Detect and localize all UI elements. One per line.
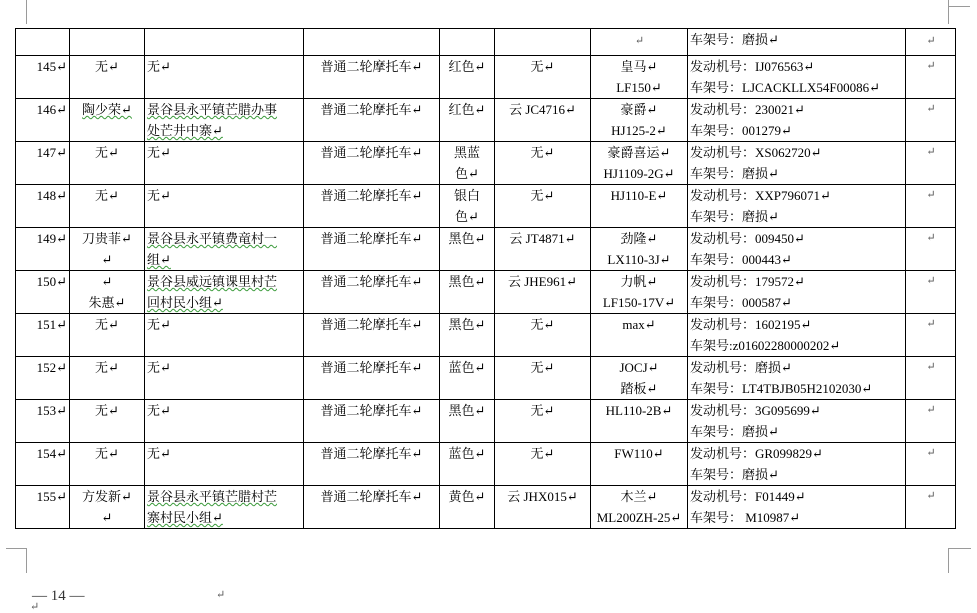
- cell-type: [304, 443, 440, 486]
- cell-plate: [495, 357, 591, 400]
- cell-type: [304, 56, 440, 99]
- cell-address: [145, 142, 304, 185]
- cell-color-line: 色↵: [455, 166, 479, 181]
- cell-type-line: 普通二轮摩托车↵: [320, 489, 423, 504]
- cell-color: [440, 443, 495, 486]
- cell-model-line: 豪爵↵: [620, 102, 658, 117]
- cell-ids-line: 车架号：磨损↵: [690, 424, 779, 439]
- cell-end: [906, 56, 956, 99]
- cell-type: [304, 29, 440, 56]
- cell-ids-line: 发动机号：179572↵: [690, 274, 805, 289]
- cell-type-line: 普通二轮摩托车↵: [320, 231, 423, 246]
- cell-address: [145, 357, 304, 400]
- cell-ids-line: 车架号：磨损↵: [690, 209, 779, 224]
- cell-model-line: HJ110-E↵: [610, 188, 668, 203]
- table-row: [16, 400, 956, 443]
- cell-color-line: 黑蓝: [453, 145, 480, 160]
- cell-type-line: 普通二轮摩托车↵: [320, 274, 423, 289]
- cell-model-line: JOCJ↵: [619, 360, 659, 375]
- cell-owner-line: 陶少荣↵: [82, 102, 132, 117]
- cell-address-line: 无↵: [147, 446, 171, 461]
- cell-no: [16, 56, 70, 99]
- cell-end-line: ↵: [926, 490, 936, 502]
- cell-model: [591, 357, 688, 400]
- cell-model-line: 豪爵喜运↵: [607, 145, 671, 160]
- cell-color: [440, 357, 495, 400]
- cell-model: [591, 486, 688, 529]
- cell-owner-line: 朱惠↵: [88, 295, 126, 310]
- cell-model: [591, 271, 688, 314]
- cell-address: [145, 56, 304, 99]
- cell-ids: [688, 400, 906, 443]
- cell-owner: [70, 142, 145, 185]
- table-row: [16, 271, 956, 314]
- cell-address: [145, 271, 304, 314]
- cell-plate-line: 无↵: [530, 317, 555, 332]
- cell-ids-line: 发动机号：F01449↵: [690, 489, 806, 504]
- cell-address-line: 景谷县永平镇芒腊办事: [147, 102, 278, 117]
- cell-plate-line: 无↵: [530, 446, 555, 461]
- cell-owner-line: 无↵: [95, 59, 119, 74]
- cell-owner-line: 无↵: [95, 446, 119, 461]
- cell-owner-line: 无↵: [95, 403, 119, 418]
- cell-address-line: 无↵: [147, 145, 171, 160]
- cell-model-line: 劲隆↵: [620, 231, 658, 246]
- cell-color: [440, 228, 495, 271]
- cell-color-line: 黑色↵: [448, 231, 486, 246]
- table-row: [16, 99, 956, 142]
- cell-ids-line: 车架号：000587↵: [690, 295, 792, 310]
- cell-color-line: 红色↵: [448, 59, 486, 74]
- cell-plate: [495, 314, 591, 357]
- cell-type-line: 普通二轮摩托车↵: [320, 403, 423, 418]
- cell-end-line: ↵: [926, 103, 936, 115]
- cell-address: [145, 185, 304, 228]
- cell-address: [145, 99, 304, 142]
- cell-color: [440, 142, 495, 185]
- cell-ids: [688, 443, 906, 486]
- cell-plate: [495, 142, 591, 185]
- cell-no-line: 147↵: [36, 145, 67, 160]
- cell-no-line: 153↵: [36, 403, 67, 418]
- cell-address-line: 无↵: [147, 360, 171, 375]
- cell-owner-line: 无↵: [95, 317, 119, 332]
- cell-color: [440, 400, 495, 443]
- cell-ids-line: 发动机号：1602195↵: [690, 317, 812, 332]
- cell-ids-line: 发动机号：XS062720↵: [690, 145, 822, 160]
- cell-owner-line: 刀贵菲↵: [82, 231, 132, 246]
- cell-color: [440, 99, 495, 142]
- cell-no-line: 155↵: [36, 489, 67, 504]
- cell-owner: [70, 443, 145, 486]
- table-row: [16, 228, 956, 271]
- cell-ids-line: 车架号：磨损↵: [690, 467, 779, 482]
- cell-model-line: 皇马↵: [620, 59, 658, 74]
- cell-model: [591, 228, 688, 271]
- cell-color-line: 黑色↵: [448, 274, 486, 289]
- cell-ids: [688, 314, 906, 357]
- cell-owner: [70, 99, 145, 142]
- cell-no: [16, 314, 70, 357]
- cell-plate: [495, 56, 591, 99]
- cell-ids: [688, 228, 906, 271]
- cell-model-line: LX110-3J↵: [607, 252, 671, 267]
- cell-color-line: 蓝色↵: [448, 446, 486, 461]
- cell-color-line: 黑色↵: [448, 403, 486, 418]
- cell-color-line: 银白: [453, 188, 480, 203]
- cell-type-line: 普通二轮摩托车↵: [320, 59, 423, 74]
- cell-end: [906, 271, 956, 314]
- cell-model-line: HL110-2B↵: [605, 403, 673, 418]
- cell-color-line: 黑色↵: [448, 317, 486, 332]
- cell-color-line: 红色↵: [448, 102, 486, 117]
- cell-ids-line: 发动机号：磨损↵: [690, 360, 792, 375]
- cell-no: [16, 271, 70, 314]
- cell-owner: [70, 400, 145, 443]
- cell-end: [906, 357, 956, 400]
- cell-end: [906, 443, 956, 486]
- cell-no-line: 149↵: [36, 231, 67, 246]
- crop-mark-top-left: [26, 0, 27, 24]
- cell-type-line: 普通二轮摩托车↵: [320, 360, 423, 375]
- cell-end: [906, 400, 956, 443]
- cell-address: [145, 486, 304, 529]
- cell-no-line: 150↵: [36, 274, 67, 289]
- cell-plate-line: 云 JT4871↵: [509, 231, 576, 246]
- cell-end-line: ↵: [926, 146, 936, 158]
- cell-no-line: 148↵: [36, 188, 67, 203]
- cell-address: [145, 400, 304, 443]
- cell-plate-line: 云 JHE961↵: [507, 274, 578, 289]
- cell-end: [906, 228, 956, 271]
- cell-owner: [70, 271, 145, 314]
- cell-type: [304, 228, 440, 271]
- cell-type-line: 普通二轮摩托车↵: [320, 446, 423, 461]
- cell-address: [145, 29, 304, 56]
- cell-end: [906, 142, 956, 185]
- table-row: [16, 443, 956, 486]
- cell-ids-line: 车架号：001279↵: [690, 123, 792, 138]
- cell-no: [16, 29, 70, 56]
- cell-model-line: HJ125-2↵: [611, 123, 667, 138]
- cell-address-line: 处芒井中寨↵: [147, 123, 223, 138]
- crop-mark-bottom-left: [6, 548, 27, 573]
- table-row: [16, 314, 956, 357]
- paragraph-mark-footer-left: ↵: [30, 601, 40, 613]
- page-number: — 14 —: [32, 588, 85, 604]
- cell-plate-line: 无↵: [530, 145, 555, 160]
- cell-owner-line: 无↵: [95, 145, 119, 160]
- cell-ids-line: 车架号:z01602280000202↵: [690, 338, 841, 353]
- cell-no-line: 154↵: [36, 446, 67, 461]
- cell-end-line: ↵: [926, 318, 936, 330]
- cell-color: [440, 271, 495, 314]
- cell-owner: [70, 228, 145, 271]
- cell-plate: [495, 29, 591, 56]
- cell-color: [440, 185, 495, 228]
- cell-plate: [495, 271, 591, 314]
- cell-ids-line: 车架号： M10987↵: [690, 510, 801, 525]
- cell-color: [440, 56, 495, 99]
- cell-end: ↵: [906, 29, 956, 56]
- cell-address-line: 组↵: [147, 252, 171, 267]
- table-row: [16, 56, 956, 99]
- cell-address-line: 无↵: [147, 59, 171, 74]
- cell-color-line: 蓝色↵: [448, 360, 486, 375]
- cell-model-line: 踏板↵: [620, 381, 658, 396]
- cell-end-line: ↵: [926, 60, 936, 72]
- cell-end: [906, 185, 956, 228]
- cell-no-line: 152↵: [36, 360, 67, 375]
- cell-no: [16, 486, 70, 529]
- crop-mark-top-right-h: [948, 6, 970, 7]
- cell-address: [145, 314, 304, 357]
- cell-model: [591, 400, 688, 443]
- cell-plate-line: 无↵: [530, 403, 555, 418]
- cell-owner: [70, 185, 145, 228]
- cell-end-line: ↵: [926, 189, 936, 201]
- cell-ids-line: 发动机号：IJ076563↵: [690, 59, 815, 74]
- cell-end-line: ↵: [926, 447, 936, 459]
- cell-type: [304, 357, 440, 400]
- cell-owner: [70, 29, 145, 56]
- cell-model: [591, 99, 688, 142]
- cell-no: [16, 443, 70, 486]
- vehicle-register-table: [15, 28, 956, 529]
- cell-no: [16, 400, 70, 443]
- cell-model: [591, 314, 688, 357]
- cell-type: [304, 314, 440, 357]
- cell-end: [906, 314, 956, 357]
- cell-type: [304, 271, 440, 314]
- cell-plate: [495, 185, 591, 228]
- cell-address-line: 景谷县永平镇费竜村一: [147, 231, 278, 246]
- cell-address-line: 无↵: [147, 188, 171, 203]
- cell-no: [16, 357, 70, 400]
- cell-owner: [70, 486, 145, 529]
- cell-no-line: 146↵: [36, 102, 67, 117]
- cell-no: [16, 99, 70, 142]
- cell-end: [906, 486, 956, 529]
- cell-ids: [688, 142, 906, 185]
- cell-no: [16, 185, 70, 228]
- cell-ids-line: 车架号：LJCACKLLX54F00086↵: [690, 80, 881, 95]
- cell-color-line: 色↵: [455, 209, 479, 224]
- cell-color: [440, 314, 495, 357]
- table-row: [16, 185, 956, 228]
- cell-model-line: LF150-17V↵: [602, 295, 676, 310]
- cell-ids-line: 发动机号：3G095699↵: [690, 403, 821, 418]
- cell-plate: [495, 443, 591, 486]
- cell-end-line: ↵: [926, 361, 936, 373]
- cell-plate: [495, 99, 591, 142]
- cell-plate-line: 无↵: [530, 360, 555, 375]
- cell-ids-line: 发动机号：230021↵: [690, 102, 805, 117]
- cell-ids-line: 车架号：000443↵: [690, 252, 792, 267]
- cell-type-line: 普通二轮摩托车↵: [320, 145, 423, 160]
- cell-end-line: ↵: [926, 232, 936, 244]
- cell-model: [591, 185, 688, 228]
- cell-address-line: 回村民小组↵: [147, 295, 223, 310]
- cell-owner-line: ↵: [101, 274, 113, 289]
- cell-color-line: 黄色↵: [448, 489, 486, 504]
- cell-owner: [70, 357, 145, 400]
- cell-address-line: 寨村民小组↵: [147, 510, 223, 525]
- cell-type-line: 普通二轮摩托车↵: [320, 317, 423, 332]
- cell-plate: [495, 400, 591, 443]
- cell-address-line: 景谷县威远镇课里村芒: [147, 274, 278, 289]
- cell-model: [591, 56, 688, 99]
- cell-end-line: ↵: [926, 275, 936, 287]
- cell-ids: [688, 56, 906, 99]
- cell-owner-line: 无↵: [95, 360, 119, 375]
- cell-ids: [688, 99, 906, 142]
- cell-ids: 车架号：磨损↵: [688, 29, 906, 56]
- cell-address-line: 无↵: [147, 317, 171, 332]
- cell-type: [304, 486, 440, 529]
- cell-address-line: 无↵: [147, 403, 171, 418]
- cell-no: [16, 142, 70, 185]
- cell-no-line: 145↵: [36, 59, 67, 74]
- cell-model: ↵: [591, 29, 688, 56]
- cell-owner: [70, 314, 145, 357]
- cell-ids: [688, 357, 906, 400]
- cell-color: [440, 29, 495, 56]
- cell-address: [145, 443, 304, 486]
- cell-address: [145, 228, 304, 271]
- cell-address-line: 景谷县永平镇芒腊村芒: [147, 489, 278, 504]
- cell-type-line: 普通二轮摩托车↵: [320, 102, 423, 117]
- cell-no-line: 151↵: [36, 317, 67, 332]
- cell-model-line: max↵: [622, 317, 656, 332]
- cell-ids-line: 发动机号：009450↵: [690, 231, 805, 246]
- cell-end-line: ↵: [926, 404, 936, 416]
- cell-plate-line: 云 JHX015↵: [507, 489, 578, 504]
- cell-type: [304, 99, 440, 142]
- table-row-continued: [16, 29, 956, 56]
- cell-end: [906, 99, 956, 142]
- cell-type-line: 普通二轮摩托车↵: [320, 188, 423, 203]
- cell-plate: [495, 228, 591, 271]
- cell-model-line: HJ1109-2G↵: [603, 166, 675, 181]
- cell-model: [591, 142, 688, 185]
- cell-owner-line: ↵: [101, 510, 113, 525]
- cell-owner-line: 方发新↵: [82, 489, 132, 504]
- cell-ids-line: 车架号：磨损↵: [690, 166, 779, 181]
- cell-model-line: LF150↵: [616, 80, 662, 95]
- cell-owner-line: ↵: [101, 252, 113, 267]
- cell-ids-line: 发动机号：XXP796071↵: [690, 188, 831, 203]
- table-row: [16, 486, 956, 529]
- crop-mark-bottom-right: [948, 548, 971, 573]
- cell-plate: [495, 486, 591, 529]
- cell-ids-line: 发动机号：GR099829↵: [690, 446, 823, 461]
- cell-model-line: 力帆↵: [620, 274, 658, 289]
- cell-model-line: 木兰↵: [620, 489, 658, 504]
- cell-ids-line: 车架号：LT4TBJB05H2102030↵: [690, 381, 873, 396]
- crop-mark-top-right: [948, 0, 949, 24]
- cell-model-line: FW110↵: [614, 446, 664, 461]
- cell-model-line: ML200ZH-25↵: [596, 510, 682, 525]
- cell-owner: [70, 56, 145, 99]
- cell-ids: [688, 185, 906, 228]
- cell-ids: [688, 486, 906, 529]
- paragraph-mark-footer-mid: ↵: [216, 589, 226, 601]
- cell-model: [591, 443, 688, 486]
- cell-owner-line: 无↵: [95, 188, 119, 203]
- cell-type: [304, 142, 440, 185]
- table-row: [16, 357, 956, 400]
- cell-plate-line: 云 JC4716↵: [509, 102, 576, 117]
- cell-type: [304, 185, 440, 228]
- table-row: [16, 142, 956, 185]
- cell-plate-line: 无↵: [530, 59, 555, 74]
- cell-no: [16, 228, 70, 271]
- cell-ids: [688, 271, 906, 314]
- cell-type: [304, 400, 440, 443]
- cell-color: [440, 486, 495, 529]
- cell-plate-line: 无↵: [530, 188, 555, 203]
